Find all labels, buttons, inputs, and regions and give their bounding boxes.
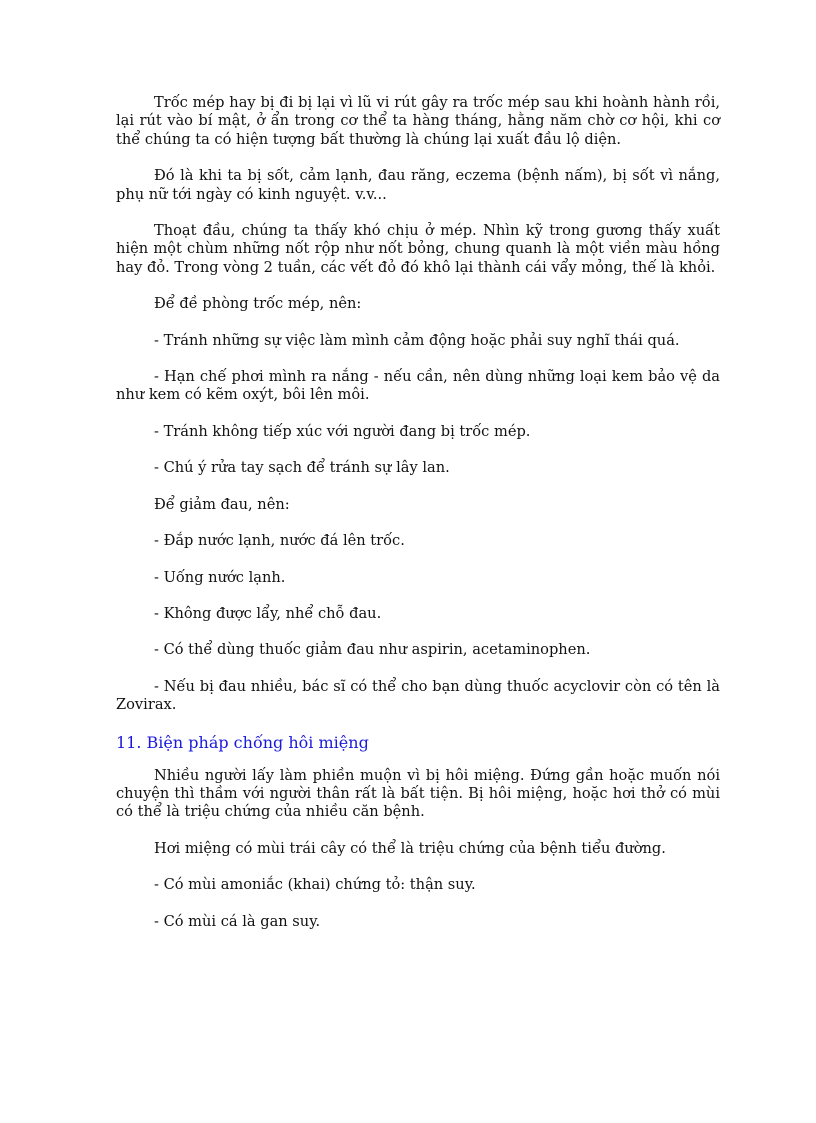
list-item-pain-relief-2: - Uống nước lạnh. (154, 568, 286, 586)
paragraph-triggers: Đó là khi ta bị sốt, cảm lạnh, đau răng, eczema (bệnh nấm), bị sốt vì nắng, phụ nữ tới ngày có kinh nguyệt. v.v... (116, 167, 720, 203)
list-item-pain-relief-5: - Nếu bị đau nhiều, bác sĩ có thể cho bạn dùng thuốc acyclovir còn có tên là Zovirax. (116, 677, 720, 714)
section-heading-bad-breath: 11. Biện pháp chống hôi miệng (116, 732, 369, 752)
list-item-fish-odor: - Có mùi cá là gan suy. (154, 912, 321, 930)
paragraph-symptoms: Thoạt đầu, chúng ta thấy khó chịu ở mép. Nhìn kỹ trong gương thấy xuất hiện một chùm những nốt rộp như nốt bỏng, chung quanh là một viền màu hồng hay đỏ. Trong vòng 2 tuần, các vết đỏ đó khô lại thành cái vẩy mỏng, thế là khỏi. (116, 222, 720, 276)
paragraph-bad-breath-intro: Nhiều người lấy làm phiền muộn vì bị hôi miệng. Đứng gần hoặc muốn nói chuyện thì thầm với người thân rất là bất tiện. Bị hôi miệng, hoặc hơi thở có mùi có thể là triệu chứng của nhiều căn bệnh. (116, 766, 720, 821)
list-item-pain-relief-1: - Đắp nước lạnh, nước đá lên trốc. (154, 532, 405, 550)
paragraph-pain-relief-intro: Để giảm đau, nên: (154, 495, 290, 513)
list-item-prevention-4: - Chú ý rửa tay sạch để tránh sự lây lan. (154, 459, 450, 477)
list-item-ammonia-odor: - Có mùi amoniắc (khai) chứng tỏ: thận suy. (154, 876, 476, 894)
document-body (116, 94, 720, 949)
list-item-prevention-1: - Tránh những sự việc làm mình cảm động hoặc phải suy nghĩ thái quá. (154, 331, 680, 349)
list-item-pain-relief-4: - Có thể dùng thuốc giảm đau như aspirin, acetaminophen. (154, 641, 591, 659)
paragraph-fruit-odor: Hơi miệng có mùi trái cây có thể là triệu chứng của bệnh tiểu đường. (154, 839, 666, 857)
list-item-prevention-2: - Hạn chế phơi mình ra nắng - nếu cần, nên dùng những loại kem bảo vệ da như kem có kẽm oxýt, bôi lên môi. (116, 368, 720, 404)
paragraph-prevention-intro: Để đề phòng trốc mép, nên: (154, 295, 362, 313)
paragraph-recurrence: Trốc mép hay bị đi bị lại vì lũ vi rút gây ra trốc mép sau khi hoành hành rồi, lại rút vào bí mật, ở ẩn trong cơ thể ta hàng tháng, hằng năm chờ cơ hội, khi cơ thể chúng ta có hiện tượng bất thường là chúng lại xuất đầu lộ diện. (116, 94, 720, 148)
list-item-prevention-3: - Tránh không tiếp xúc với người đang bị trốc mép. (154, 422, 531, 440)
list-item-pain-relief-3: - Không được lẩy, nhể chỗ đau. (154, 604, 382, 622)
